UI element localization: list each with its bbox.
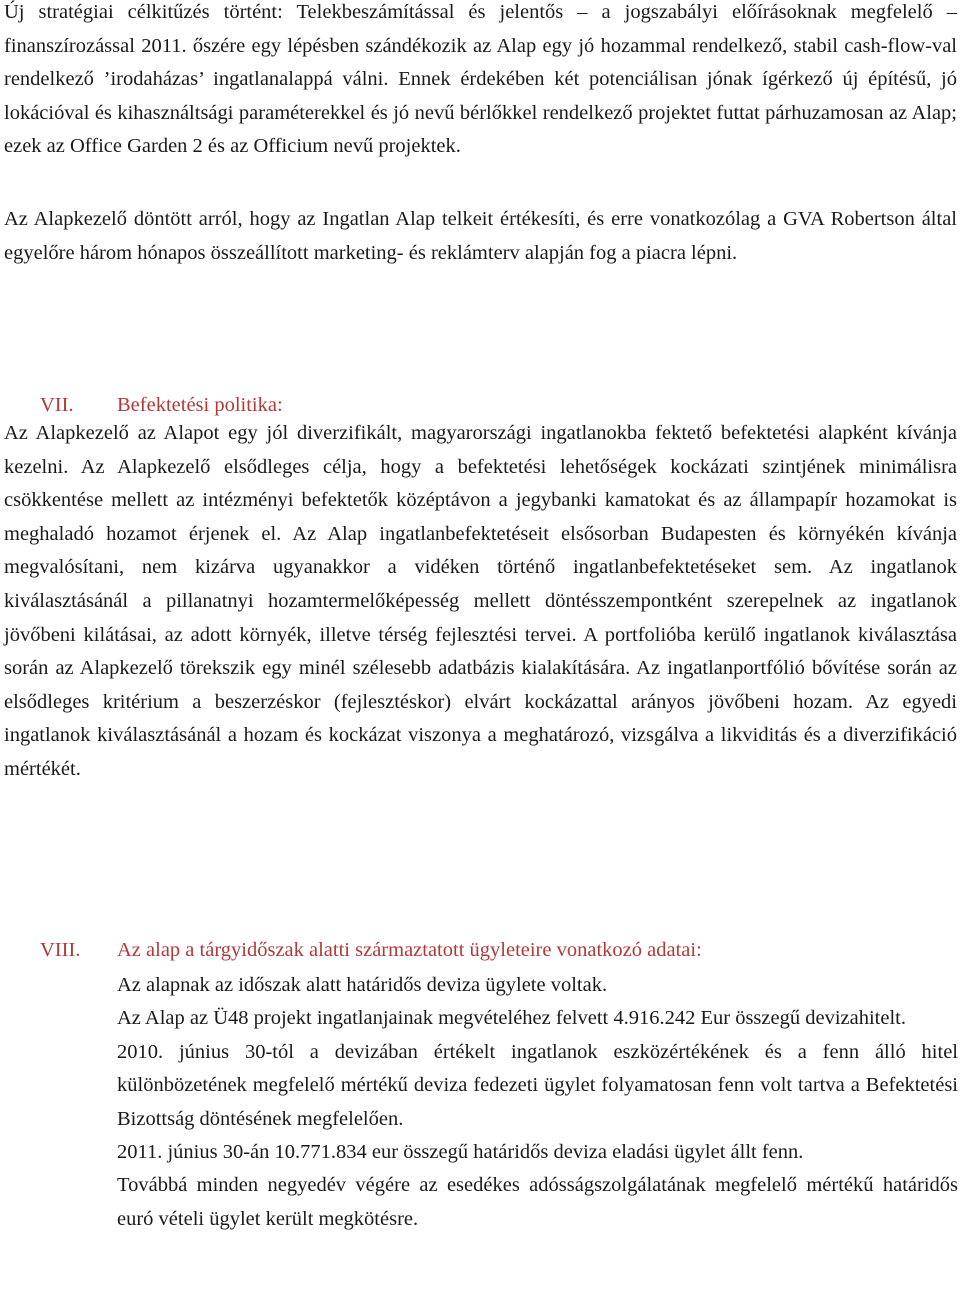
derivatives-list [117,969,958,1236]
list-item: Az Alap az Ü48 projekt ingatlanjainak megvételéhez felvett 4.916.242 Eur összegű devizahitelt. [117,1007,906,1030]
paragraph-investment-policy: Az Alapkezelő az Alapot egy jól diverzifikált, magyarországi ingatlanokba fektető befektetési alapként kívánja kezelni. Az Alapkezelő elsődleges célja, hogy a befektetési lehetőségek kockázati szintjének minimálisra csökkentése mellett az intézményi befektetők középtávon a jegybanki kamatokat és az állampapír hozamokat is meghaladó hozamot érjenek el. Az Alap ingatlanbefektetéseit elsősorban Budapesten és környékén kívánja megvalósítani, nem kizárva ugyanakkor a vidéken történő ingatlanbefektetéseket sem. Az ingatlanok kiválasztásánál a pillanatnyi hozamtermelőképesség mellett döntésszempontként szerepelnek az ingatlanok jövőbeni kilátásai, az adott környék, illetve térség fejlesztési tervei. A portfolióba kerülő ingatlanok kiválasztása során az Alapkezelő törekszik egy minél szélesebb adatbázis kialakítására. Az ingatlanportfólió bővítése során az elsődleges kritérium a beszerzéskor (fejlesztéskor) elvárt kockázattal arányos jövőbeni hozam. Az egyedi ingatlanok kiválasztásánál a hozam és kockázat viszonya a meghatározó, vizsgálva a likviditás és a diverzifikáció mértékét. [4,422,957,780]
section-number: VII. [40,394,74,416]
section-number: VIII. [40,939,81,961]
paragraph-land-sale: Az Alapkezelő döntött arról, hogy az Ingatlan Alap telkeit értékesíti, és erre vonatkozólag a GVA Robertson által egyelőre három hónapos összeállított marketing- és reklámterv alapján fog a piacra lépni. [4,208,957,264]
list-item: 2011. június 30-án 10.771.834 eur összegű határidős deviza eladási ügylet állt fenn. [117,1141,804,1164]
section-title: Befektetési politika: [117,394,283,416]
section-heading-investment-policy [40,391,940,419]
list-item: Az alapnak az időszak alatt határidős deviza ügylete voltak. [117,974,608,996]
section-heading-derivatives [40,936,940,964]
list-item: Továbbá minden negyedév végére az esedékes adósságszolgálatának megfelelő mértékű határidős euró vételi ügylet került megkötésre. [117,1174,958,1230]
list-item: 2010. június 30-tól a devizában értékelt ingatlanok eszközértékének és a fenn álló hitel különbözetének megfelelő mértékű deviza fedezeti ügylet folyamatosan fenn volt tartva a Befektetési Bizottság döntésének megfelelően. [117,1040,958,1130]
section-title: Az alap a tárgyidőszak alatti származtatott ügyleteire vonatkozó adatai: [117,939,702,961]
paragraph-strategic-goal: Új stratégiai célkitűzés történt: Telekbeszámítással és jelentős – a jogszabályi előírásoknak megfelelő – finanszírozással 2011. őszére egy lépésben szándékozik az Alap egy jó hozammal rendelkező, stabil cash-flow-val rendelkező ’irodaházas’ ingatlanalappá válni. Ennek érdekében két potenciálisan jónak ígérkező új építésű, jó lokációval és kihasználtsági paraméterekkel és jó nevű bérlőkkel rendelkező projektet futtat párhuzamosan az Alap; ezek az Office Garden 2 és az Officium nevű projektek. [4,1,957,158]
